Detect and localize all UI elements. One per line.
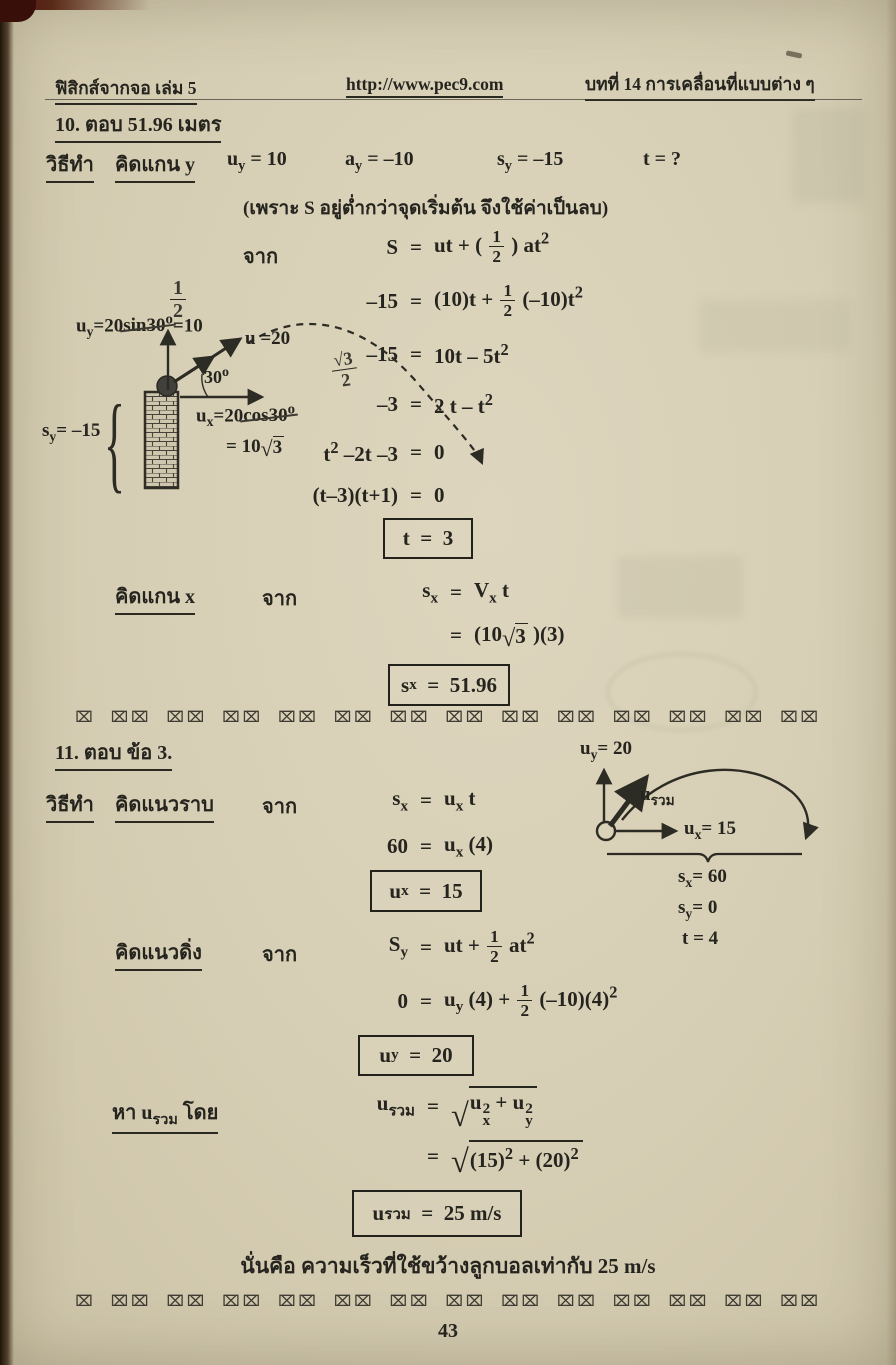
answer-box-t: t = 3	[383, 518, 473, 559]
sy-brace: {	[104, 384, 125, 505]
equation-lhs: $u_{รวม}$	[376, 1090, 415, 1120]
method-label: วิธีทำ	[46, 788, 94, 823]
equation-rhs: $10t - 5t^2$	[434, 340, 509, 369]
equation-rhs: (10)t + $\frac{1}{2}$ $(-10)t^2$	[434, 281, 583, 321]
equation-rhs: (10 √ 3 )(3)	[474, 622, 565, 653]
equation	[290, 228, 549, 266]
ink-speck	[786, 50, 803, 58]
sy-displacement-label: $s_y= -15$	[42, 420, 101, 444]
equals-sign: =	[410, 483, 422, 507]
given-uy: $u_y = 10$	[227, 148, 287, 175]
equation-rhs: $V_x$ t	[474, 578, 509, 607]
equation	[330, 578, 509, 607]
equation	[300, 928, 535, 966]
equation-lhs: $S_y$	[388, 932, 408, 961]
header-url: http://www.pec9.com	[346, 74, 503, 98]
angle-label: 30$^o$	[204, 364, 230, 388]
section-axis-x: คิดแกน x	[115, 580, 195, 615]
uy-component-label: $u_y=20\sin 30^o=10$	[76, 312, 203, 340]
scan-edge-left	[0, 0, 14, 1365]
sy-label: $s_y= 0$	[678, 897, 718, 921]
equation-lhs: –15	[366, 342, 398, 367]
note-sign-convention: (เพราะ S อยู่ต่ำกว่าจุดเริ่มต้น จึงใช้ค่าเป็นลบ)	[243, 198, 609, 219]
given-ay: $a_y = -10$	[345, 148, 414, 175]
equals-sign: =	[427, 1144, 439, 1169]
equals-sign: =	[420, 834, 432, 859]
header-rule	[45, 99, 862, 100]
from-label: จาก	[243, 246, 279, 268]
equation-lhs: 60	[387, 834, 408, 859]
ghost-showthrough	[700, 300, 850, 352]
sqrt3-over-2-annotation: $\frac{√3}{2}$	[327, 348, 361, 392]
equation	[330, 622, 565, 653]
equals-sign: =	[420, 934, 432, 959]
section-vertical: คิดแนวดิ่ง	[115, 936, 202, 971]
equation-lhs: (t–3)(t+1)	[312, 483, 398, 507]
from-label: จาก	[262, 944, 298, 966]
brick-tower	[145, 392, 178, 488]
equals-sign: =	[450, 580, 462, 605]
equals-sign: =	[420, 788, 432, 813]
section-axis-y: คิดแกน y	[115, 148, 195, 183]
ux-component-label: $u_x=20\cos 30^o$	[196, 402, 295, 430]
from-label: จาก	[262, 588, 298, 610]
uy-label: $u_y= 20$	[580, 738, 632, 762]
section-horizontal: คิดแนวราบ	[115, 788, 214, 823]
projectile-tower-diagram	[30, 275, 500, 505]
equation-lhs: $s_x$	[422, 578, 438, 607]
equation-rhs: $u_x$ t	[444, 786, 476, 815]
equation-rhs: $u_y$ (4) + $\frac{1}{2}$ $(-10)(4)^2$	[444, 981, 618, 1021]
equation-rhs: 2 t – $t^2$	[434, 390, 493, 419]
ux-label: $u_x= 15$	[684, 818, 736, 842]
section-divider: ⌧ ⌧⌧ ⌧⌧ ⌧⌧ ⌧⌧ ⌧⌧ ⌧⌧ ⌧⌧ ⌧⌧ ⌧⌧ ⌧⌧ ⌧⌧ ⌧⌧ ⌧⌧	[75, 708, 821, 726]
equation	[300, 982, 617, 1020]
ghost-showthrough	[792, 108, 864, 203]
problem10-answer-title: 10. ตอบ 51.96 เมตร	[55, 108, 221, 143]
answer-box-sx: s x = 51.96	[388, 664, 510, 706]
equals-sign: =	[420, 988, 432, 1013]
equals-sign: =	[410, 234, 422, 259]
equation-rhs: $u_x$ (4)	[444, 832, 493, 861]
equation-rhs: √ u 2 x + u 2 y	[451, 1086, 537, 1127]
equation	[300, 1140, 583, 1181]
equation-rhs: 0	[434, 440, 445, 465]
scan-corner-top-left	[0, 0, 36, 22]
header-chapter: บทที่ 14 การเคลื่อนที่แบบต่าง ๆ	[585, 70, 815, 101]
closing-statement: นั่นคือ ความเร็วที่ใช้ขว้างลูกบอลเท่ากับ 25 m/s	[240, 1254, 656, 1278]
equals-sign: =	[410, 342, 422, 367]
t-label: t = 4	[682, 928, 719, 949]
equation-rhs: √ $(15)^2 + (20)^2$	[451, 1140, 583, 1173]
answer-box-u-total: u รวม = 25 m/s	[352, 1190, 522, 1237]
equation-lhs: 0	[397, 988, 408, 1013]
from-label: จาก	[262, 796, 298, 818]
section-resultant: หา $u_{รวม}$ โดย	[112, 1096, 218, 1134]
equation-rhs: 0	[434, 483, 445, 507]
scan-edge-right	[886, 0, 896, 1365]
equation-lhs: –15	[366, 288, 398, 313]
method-label: วิธีทำ	[46, 148, 94, 183]
u-speed-label: u =20	[245, 328, 291, 349]
header-book-title: ฟิสิกส์จากจอ เล่ม 5	[55, 74, 197, 105]
page-number: 43	[438, 1320, 458, 1342]
equation-lhs: $s_x$	[392, 786, 408, 815]
equals-sign: =	[410, 392, 422, 417]
answer-box-ux: u x = 15	[370, 870, 482, 912]
sx-label: $s_x= 60$	[678, 866, 727, 890]
equation-rhs: ut + $\frac{1}{2}$ $at^2$	[444, 927, 535, 967]
ux-value-label: = 10 √ 3	[226, 436, 283, 462]
equals-sign: =	[410, 440, 422, 465]
equation-lhs: S	[386, 234, 398, 259]
equation-lhs: $t^2$ –2t –3	[323, 438, 398, 467]
equation	[300, 832, 493, 861]
range-baseline	[607, 854, 802, 862]
given-sy: $s_y = -15$	[497, 148, 564, 175]
half-fraction-annotation: $\frac{1}{2}$	[168, 278, 188, 322]
equation-lhs: –3	[377, 392, 398, 417]
equation-rhs: ut + ( $\frac{1}{2}$ ) $at^2$	[434, 227, 550, 267]
ghost-showthrough	[618, 556, 743, 618]
equals-sign: =	[410, 288, 422, 313]
section-divider: ⌧ ⌧⌧ ⌧⌧ ⌧⌧ ⌧⌧ ⌧⌧ ⌧⌧ ⌧⌧ ⌧⌧ ⌧⌧ ⌧⌧ ⌧⌧ ⌧⌧ ⌧⌧	[75, 1292, 821, 1310]
equals-sign: =	[427, 1093, 439, 1118]
answer-box-uy: u y = 20	[358, 1035, 474, 1076]
equals-sign: =	[450, 623, 462, 648]
u-total-label: $u_{รวม}$	[640, 784, 675, 808]
given-t: t = ?	[643, 148, 682, 170]
problem11-answer-title: 11. ตอบ ข้อ 3.	[55, 736, 172, 771]
equation	[300, 1086, 537, 1134]
equation	[300, 786, 476, 815]
